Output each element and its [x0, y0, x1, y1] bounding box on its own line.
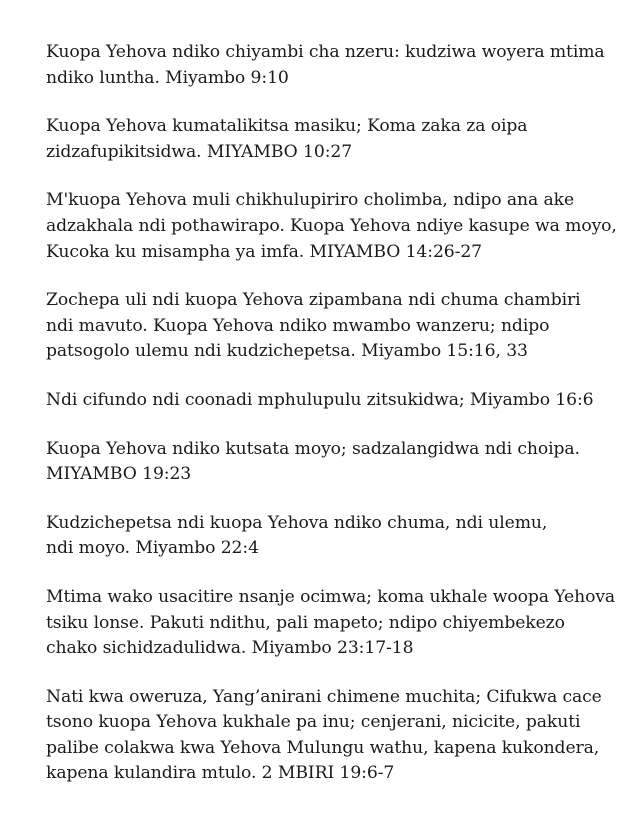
verse-line: Kuopa Yehova ndiko chiyambi cha nzeru: kudziwa woyera mtima	[46, 42, 605, 62]
verse-line: Kuopa Yehova kumatalikitsa masiku; Koma zaka za oipa	[46, 116, 528, 137]
verse-line: ndi mavuto. Kuopa Yehova ndiko mwambo wanzeru; ndipo	[46, 315, 550, 336]
verse-line: adzakhala ndi pothawirapo. Kuopa Yehova ndiye kasupe wa moyo,	[46, 215, 617, 236]
verse-line: zidzafupikitsidwa. MIYAMBO 10:27	[46, 141, 353, 162]
verse-line: ndi moyo. Miyambo 22:4	[46, 538, 259, 559]
verse-proverbs-10-27	[46, 114, 618, 165]
verse-line: tsono kuopa Yehova kukhale pa inu; cenjerani, nicicite, pakuti	[46, 712, 581, 733]
verse-proverbs-16-6	[46, 388, 618, 414]
verse-proverbs-15-16-33	[46, 288, 618, 365]
verse-line: tsiku lonse. Pakuti ndithu, pali mapeto; ndipo chiyembekezo	[46, 612, 565, 633]
verse-2-chronicles-19-6-7	[46, 685, 618, 787]
verse-proverbs-23-17-18	[46, 585, 618, 662]
verse-line: Kucoka ku misampha ya imfa. MIYAMBO 14:26-27	[46, 241, 482, 262]
verse-line: palibe colakwa kwa Yehova Mulungu wathu, kapena kukondera,	[46, 737, 600, 758]
verse-proverbs-22-4	[46, 511, 618, 562]
verse-line: kapena kulandira mtulo. 2 MBIRI 19:6-7	[46, 763, 395, 784]
verse-line: Mtima wako usacitire nsanje ocimwa; koma ukhale woopa Yehova	[46, 586, 616, 607]
verse-line: MIYAMBO 19:23	[46, 464, 192, 485]
verse-line: Ndi cifundo ndi coonadi mphulupulu zitsukidwa; Miyambo 16:6	[46, 389, 594, 410]
verse-line: chako sichidzadulidwa. Miyambo 23:17-18	[46, 638, 414, 659]
verse-line: Kuopa Yehova ndiko kutsata moyo; sadzalangidwa ndi choipa.	[46, 438, 580, 459]
verse-line: Nati kwa oweruza, Yang’anirani chimene muchita; Cifukwa cace	[46, 686, 602, 707]
verse-line: Kudzichepetsa ndi kuopa Yehova ndiko chuma, ndi ulemu,	[46, 512, 548, 533]
verse-line: patsogolo ulemu ndi kudzichepetsa. Miyambo 15:16, 33	[46, 341, 528, 362]
verse-proverbs-19-23	[46, 437, 618, 488]
verse-line: ndiko luntha. Miyambo 9:10	[46, 67, 289, 88]
verse-line: Zochepa uli ndi kuopa Yehova zipambana ndi chuma chambiri	[46, 290, 581, 311]
verse-line: M'kuopa Yehova muli chikhulupiriro cholimba, ndipo ana ake	[46, 190, 575, 211]
verse-proverbs-9-10	[46, 40, 618, 91]
verse-proverbs-14-26-27	[46, 188, 618, 265]
